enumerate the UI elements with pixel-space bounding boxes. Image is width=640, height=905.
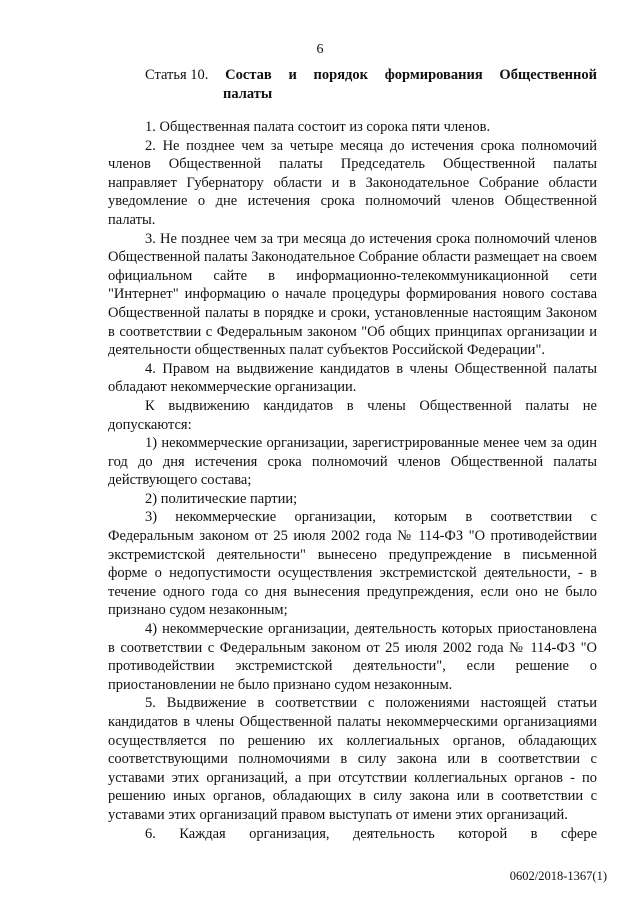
exclusion-item-2: 2) политические партии; — [145, 490, 298, 507]
page-number: 6 — [316, 42, 324, 57]
paragraph-6-start: 6. Каждая организация, деятельность которой в сфере — [145, 825, 597, 842]
article-heading — [145, 66, 597, 104]
paragraph-1: 1. Общественная палата состоит из сорока пяти членов. — [145, 119, 491, 135]
article-title-word: Состав — [225, 67, 272, 83]
paragraph-5: 5. Выдвижение в соответствии с положениями настоящей статьи кандидатов в члены Общественной палаты некоммерческими организациями осуществляется по решению их коллегиальных органов, обладающих соответствующими полномочиями в силу закона или в соответствии с уставами этих организаций, а при отсутствии коллегиальных органов - по решению иных органов, обладающих в силу закона или в соответствии с уставами этих организаций правом выступать от имени этих организаций. — [108, 695, 597, 823]
paragraph-exclusions-intro: К выдвижению кандидатов в члены Общественной палаты не допускаются: — [108, 397, 597, 433]
document-code: 0602/2018-1367(1) — [509, 869, 607, 883]
article-title-word: и — [288, 67, 297, 83]
paragraph-4: 4. Правом на выдвижение кандидатов в члены Общественной палаты обладают некоммерческие организации. — [108, 360, 597, 396]
article-body — [108, 118, 597, 843]
paragraph-3: 3. Не позднее чем за три месяца до истечения срока полномочий членов Общественной палаты Законодательное Собрание области размещает на своем официальном сайте в информационно-телекоммуникационной сети "Интернет" информацию о начале процедуры формирования нового состава Общественной палаты в порядке и сроки, установленные настоящим Законом в соответствии с Федеральным законом "Об общих принципах организации и деятельности общественных палат субъектов Российской Федерации". — [108, 230, 597, 359]
exclusion-item-1: 1) некоммерческие организации, зарегистрированные менее чем за один год до дня истечения срока полномочий членов Общественной палаты действующего состава; — [108, 435, 597, 489]
paragraph-2: 2. Не позднее чем за четыре месяца до истечения срока полномочий членов Общественной палаты Председатель Общественной палаты направляет Губернатору области и в Законодательное Собрание области уведомление о дне истечения срока полномочий членов Общественной палаты. — [108, 137, 597, 228]
exclusion-item-4: 4) некоммерческие организации, деятельность которых приостановлена в соответствии с Федеральным законом от 25 июля 2002 года № 114-ФЗ "О противодействии экстремистской деятельности", если решение о приостановлении не было признано судом незаконным. — [108, 621, 597, 693]
article-title-word: Общественной — [499, 67, 597, 83]
article-title-line-2: палаты — [223, 86, 273, 102]
article-label: Статья 10. — [145, 67, 209, 83]
exclusion-item-3: 3) некоммерческие организации, которым в соответствии с Федеральным законом от 25 июля 2002 года № 114-ФЗ "О противодействии экстремистской деятельности" вынесено предупреждение в письменной форме о недопустимости осуществления экстремистской деятельности, - в течение одного года со дня вынесения предупреждения, если оно не было признано судом незаконным; — [108, 509, 597, 619]
article-title-word: порядок — [313, 67, 368, 83]
article-heading-line-1 — [145, 66, 597, 85]
article-title-word: формирования — [384, 67, 483, 83]
